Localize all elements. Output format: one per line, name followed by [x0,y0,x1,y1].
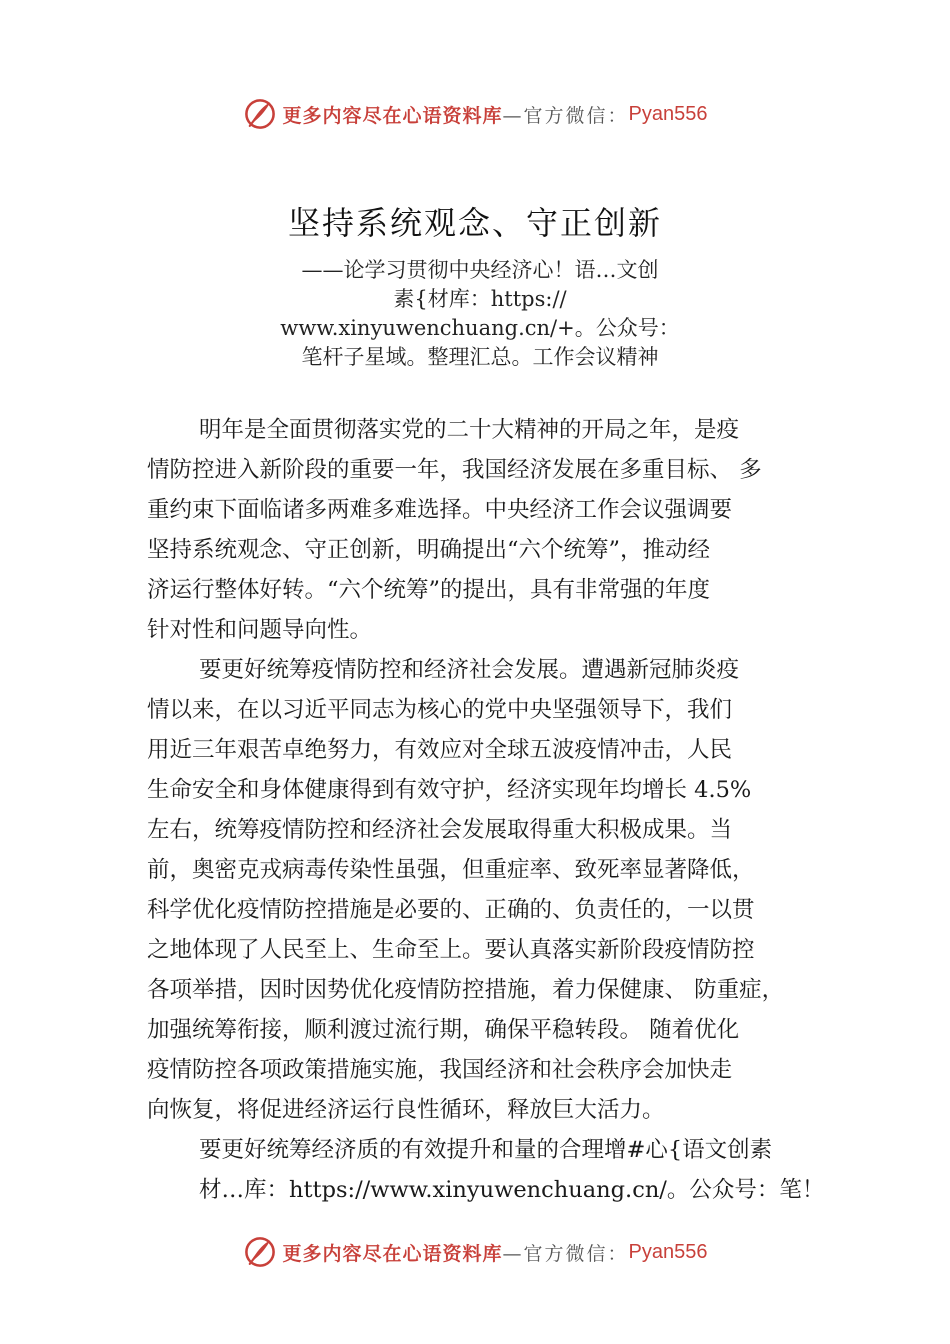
subtitle-line: ——论学习贯彻中央经济心！语…文创 [301,258,659,282]
banner-wechat-id: Pyan556 [628,1240,708,1263]
text-line: 各项举措，因时因势优化疫情防控措施，着力保健康、 防重症， [147,977,785,1003]
paragraph-2 [147,650,837,1130]
text-line: 用近三年艰苦卓绝努力，有效应对全球五波疫情冲击，人民 [147,737,733,763]
text-line: 加强统筹衔接，顺利渡过流行期，确保平稳转段。 随着优化 [147,1017,740,1043]
text-line: 科学优化疫情防控措施是必要的、正确的、负责任的，一以贯 [147,897,755,923]
paragraph-1 [147,410,837,650]
text-line: 要更好统筹疫情防控和经济社会发展。遭遇新冠肺炎疫 [199,657,740,683]
banner-wechat-id: Pyan556 [628,102,708,125]
text-line: 要更好统筹经济质的有效提升和量的合理增#心{语文创素 [199,1137,773,1163]
document-subtitle [250,256,710,372]
text-line: 针对性和问题导向性。 [147,617,373,643]
document-title: 坚持系统观念、守正创新 [287,204,662,242]
banner-main-text: 更多内容尽在心语资料库 [282,1242,503,1265]
paragraph-3 [147,1130,837,1210]
text-line: 情防控进入新阶段的重要一年，我国经济发展在多重目标、 多 [147,457,762,483]
feather-pen-logo-icon [243,1235,277,1269]
text-line: 情以来，在以习近平同志为核心的党中央坚强领导下，我们 [147,697,733,723]
text-line: 材…库：https://www.xinyuwenchuang.cn/。公众号：笔！ [199,1177,825,1203]
text-line: 疫情防控各项政策措施实施，我国经济和社会秩序会加快走 [147,1057,733,1083]
banner-main-text: 更多内容尽在心语资料库 [282,104,503,127]
document-body [147,410,837,1210]
text-line: 坚持系统观念、守正创新，明确提出“六个统筹”，推动经 [147,537,711,563]
text-line: 向恢复，将促进经济运行良性循环，释放巨大活力。 [147,1097,665,1123]
text-line: 之地体现了人民至上、生命至上。要认真落实新阶段疫情防控 [147,937,755,963]
text-line: 济运行整体好转。“六个统筹”的提出，具有非常强的年度 [147,577,711,603]
subtitle-line: 素{材库：https:// [393,287,567,311]
subtitle-line: 笔杆子星域。整理汇总。工作会议精神 [301,345,659,369]
subtitle-line: www.xinyuwenchuang.cn/+。公众号： [280,316,680,340]
text-line: 生命安全和身体健康得到有效守护，经济实现年均增长 4.5% [147,777,752,803]
footer-banner [0,1232,950,1272]
banner-sub-text: —官方微信： [502,104,629,127]
banner-sub-text: —官方微信： [502,1242,629,1265]
text-line: 明年是全面贯彻落实党的二十大精神的开局之年，是疫 [199,417,740,443]
text-line: 前，奥密克戎病毒传染性虽强，但重症率、致死率显著降低， [147,857,755,883]
header-banner [0,94,950,134]
text-line: 重约束下面临诸多两难多难选择。中央经济工作会议强调要 [147,497,733,523]
feather-pen-logo-icon [243,97,277,131]
text-line: 左右，统筹疫情防控和经济社会发展取得重大积极成果。当 [147,817,733,843]
